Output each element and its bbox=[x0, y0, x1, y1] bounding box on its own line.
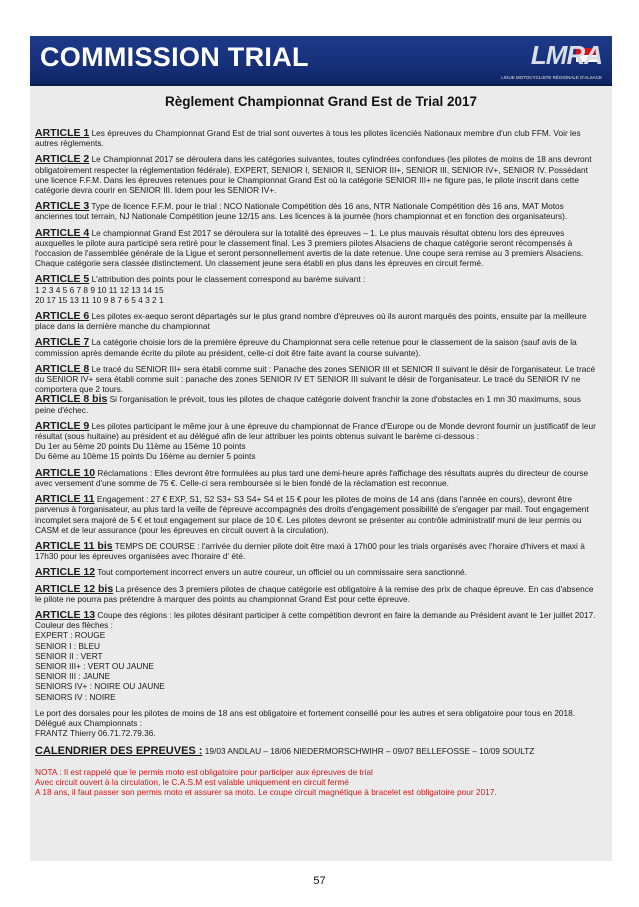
logo-subtitle: LIGUE MOTOCYCLISTE RÉGIONALE D'ALSACE bbox=[501, 75, 602, 80]
logo-text: LMRA bbox=[530, 40, 602, 70]
rules-panel bbox=[30, 86, 612, 861]
article-heading: ARTICLE 11 bis bbox=[35, 539, 113, 552]
article-heading: ARTICLE 7 bbox=[35, 336, 90, 349]
article-line: SENIOR III : JAUNE bbox=[35, 671, 111, 682]
article-text: Les épreuves du Championnat Grand Est de trial sont ouvertes à tous les pilotes licenciés Nationaux membre d'un club FFM. Voir les autres règlements. bbox=[35, 128, 581, 149]
article-text: Les pilotes participant le même jour à une épreuve du championnat de France d'Europe ou de Monde devront fournir un justificatif de leur résultat (sous huitaine) au président et au délégué afin de leur attribuer les points obtenus suivant le barème ci-dessous : bbox=[35, 420, 596, 442]
rules-title: Règlement Championnat Grand Est de Trial 2017 bbox=[164, 94, 478, 109]
rules-body bbox=[35, 128, 601, 797]
section-banner bbox=[30, 36, 612, 87]
nota-line: Avec circuit ouvert à la circulation, le C.A.S.M est valable uniquement en circuit fermé bbox=[35, 776, 349, 787]
calendar-block bbox=[35, 746, 601, 756]
article-10 bbox=[35, 468, 601, 488]
article-11 bbox=[35, 494, 601, 535]
article-line: SENIOR III+ : VERT OU JAUNE bbox=[35, 660, 154, 671]
article-heading: ARTICLE 8 bbox=[35, 362, 90, 375]
nota-line: A 18 ans, il faut passer son permis moto et assurer sa moto. Le coupe circuit magnétique à bracelet est obligatoire pour 2017. bbox=[35, 786, 497, 797]
article-heading: ARTICLE 3 bbox=[35, 200, 90, 213]
article-line: SENIOR II : VERT bbox=[35, 650, 103, 661]
article-15 bbox=[35, 610, 601, 702]
article-3 bbox=[35, 201, 601, 221]
article-line: 1 2 3 4 5 6 7 8 9 10 11 12 13 14 15 bbox=[35, 284, 164, 295]
article-text: La présence des 3 premiers pilotes de chaque catégorie est obligatoire à la remise des prix de chaque épreuve. En cas d'absence le pilote ne pourra pas prétendre à marquer des points au championnat Grand Est pour cette épreuve. bbox=[35, 583, 594, 604]
article-line: Du 6ème au 10ème 15 points Du 16ème au dernier 5 points bbox=[35, 451, 256, 462]
page-number: 57 bbox=[313, 875, 326, 887]
article-8 bbox=[35, 364, 601, 415]
article-text: Le tracé du SENIOR III+ sera établi comme suit : Panache des zones SENIOR III et SENIOR II suivant le désir de l'organisateur. Le tracé du SENIOR IV+ sera établi comme suit : panache des zones SENIOR IV ET SENIOR III suivant le désir de l'organisateur. Le tracé du SENIOR IV ne comportera que 2 tours. bbox=[35, 363, 596, 395]
article-7 bbox=[35, 337, 601, 357]
lmra-logo bbox=[490, 40, 602, 80]
article-text: L'attribution des points pour le classement correspond au barème suivant : bbox=[89, 274, 366, 285]
article-heading: ARTICLE 4 bbox=[35, 226, 90, 239]
article-heading: ARTICLE 10 bbox=[35, 466, 96, 479]
article-heading: ARTICLE 5 bbox=[35, 273, 90, 286]
nota-line: NOTA : Il est rappelé que le permis moto est obligatoire pour participer aux épreuves de trial bbox=[35, 766, 373, 777]
article-text: Réclamations : Elles devront être formulées au plus tard une demi-heure après l'affichage des résultats auprès du directeur de course avec versement d'une somme de 75 €. Celle-ci sera remboursée si le bien fondé de la réclamation est reconnue. bbox=[35, 467, 589, 488]
article-text: La catégorie choisie lors de la première épreuve du Championnat sera celle retenue pour le classement de la saison (sauf avis de la commission après demande écrite du pilote au président, celle-ci doit être faite avant la course suivante). bbox=[35, 337, 577, 358]
nota-block bbox=[35, 767, 601, 798]
closing-line: Le port des dorsales pour les pilotes de moins de 18 ans est obligatoire et fortement conseillé pour les autres et sera obligatoire pour tous en 2018. bbox=[35, 707, 576, 718]
article-14 bbox=[35, 584, 601, 604]
article-9 bbox=[35, 421, 601, 462]
article-line: 20 17 15 13 11 10 9 8 7 6 5 4 3 2 1 bbox=[35, 294, 164, 305]
article-heading: ARTICLE 13 bbox=[35, 608, 96, 621]
article-text: Tout comportement incorrect envers un autre coureur, un officiel ou un commissaire sera sanctionné. bbox=[95, 567, 467, 578]
article-4 bbox=[35, 228, 601, 269]
article-text: Le Championnat 2017 se déroulera dans les catégories suivantes, toutes cylindrées confondues (les pilotes de moins de 18 ans devront obligatoirement respecter la réglementation fédérale). EXPERT, SENIOR I, SENIOR II, SENIOR III+, SENIOR III, SENIOR IV+, SENIOR IV. Possédant une licence F.F.M. Dans les épreuves retenues pour le Championnat Grand Est où la catégorie SENIOR III+ ne figure pas, le pilote inscrit dans cette catégorie devra courir en SENIOR III. Idem pour les SENIOR IV+. bbox=[35, 154, 592, 196]
article-text: Le championnat Grand Est 2017 se déroulera sur la totalité des épreuves – 1. Le plus mauvais résultat obtenu lors des épreuves auxquelles le pilote aura participé sera retiré pour le classement final. Les 3 premiers pilotes Alsaciens de chaque catégorie seront récompensés à l'occasion de l'assemblée générale de la Ligue et seront personnellement avertis de la date retenue. Une coupe sera remise au 3 premiers Alsaciens. Chaque catégorie sera classée distinctement. Un classement jeune sera établi en plus dans les épreuves en circuit fermé. bbox=[35, 227, 584, 269]
article-text: Les pilotes ex-aequo seront départagés sur le plus grand nombre d'épreuves où ils auront marqués des points, ensuite par la meilleure place dans la dernière manche du championnat bbox=[35, 311, 587, 332]
calendar-heading: CALENDRIER DES EPREUVES : bbox=[35, 745, 203, 758]
article-heading: ARTICLE 11 bbox=[35, 493, 95, 506]
article-5 bbox=[35, 274, 601, 305]
article-12 bbox=[35, 541, 601, 561]
article-heading: ARTICLE 1 bbox=[35, 127, 90, 139]
article-2 bbox=[35, 154, 601, 195]
article-heading: ARTICLE 12 bbox=[35, 566, 96, 579]
closing-line: FRANTZ Thierry 06.71.72.79.36. bbox=[35, 728, 156, 739]
article-heading: ARTICLE 2 bbox=[35, 153, 90, 166]
article-heading: ARTICLE 6 bbox=[35, 310, 90, 323]
article-line: SENIOR I : BLEU bbox=[35, 640, 101, 651]
article-heading: ARTICLE 12 bis bbox=[35, 582, 114, 595]
article-text: Coupe des régions : les pilotes désirant participer à cette compétition devront en faire la demande au Président avant le 1er juillet 2017. bbox=[95, 609, 596, 620]
closing-block bbox=[35, 708, 601, 739]
article-line: Du 1er au 5ème 20 points Du 11ème au 15ème 10 points bbox=[35, 441, 246, 452]
article-heading: ARTICLE 8 bis bbox=[35, 393, 108, 406]
article-line: Couleur des flèches : bbox=[35, 620, 113, 631]
article-13 bbox=[35, 567, 601, 577]
article-text: Si l'organisation le prévoit, tous les pilotes de chaque catégorie doivent franchir la zone d'obstacles en 1 mn 30 maximums, sous peine d'échec. bbox=[35, 394, 581, 415]
article-text: Engagement : 27 € EXP, S1, S2 S3+ S3 S4+ S4 et 15 € pour les pilotes de moins de 14 ans (dans l'année en cours), devront être parvenus à l'organisateur, au plus tard la veille de l'épreuve accompagnés des droits d'engagement possibilité de s'engager par mail. Tout engagement incomplet sera majoré de 5 € et tout engagement sur place de 10 €. Les pilotes devront se présenter au contrôle administratif muni de leur permis ou CASM et de leur assurance (pour les épreuves en circuit ouvert à la circulation). bbox=[35, 494, 589, 535]
article-6 bbox=[35, 311, 601, 331]
calendar-dates: 19/03 ANDLAU – 18/06 NIEDERMORSCHWIHR – 09/07 BELLEFOSSE – 10/09 SOULTZ bbox=[202, 746, 535, 757]
article-text: Type de licence F.F.M. pour le trial : NCO Nationale Compétition dès 16 ans, NTR Nationale Compétition dès 16 ans, MAT Motos anciennes tout terrain, NJ Nationale Compétition jeune 12/15 ans. Les licences à la journée (hors championnat et en fonction des organisateurs). bbox=[35, 201, 568, 222]
article-1 bbox=[35, 128, 601, 148]
article-line: SENIORS IV+ : NOIRE OU JAUNE bbox=[35, 681, 165, 692]
article-line: SENIORS IV : NOIRE bbox=[35, 691, 116, 702]
article-heading: ARTICLE 9 bbox=[35, 419, 90, 432]
banner-title: COMMISSION TRIAL bbox=[40, 42, 309, 72]
article-text: TEMPS DE COURSE : l'arrivée du dernier pilote doit être maxi à 17h00 pour les trials organisés avec l'horaire d'hivers et maxi à 17h30 pour les épreuves organisées avec l'horaire d' été. bbox=[35, 540, 585, 562]
closing-line: Délégué aux Championnats : bbox=[35, 717, 143, 728]
article-line: EXPERT : ROUGE bbox=[35, 630, 106, 641]
